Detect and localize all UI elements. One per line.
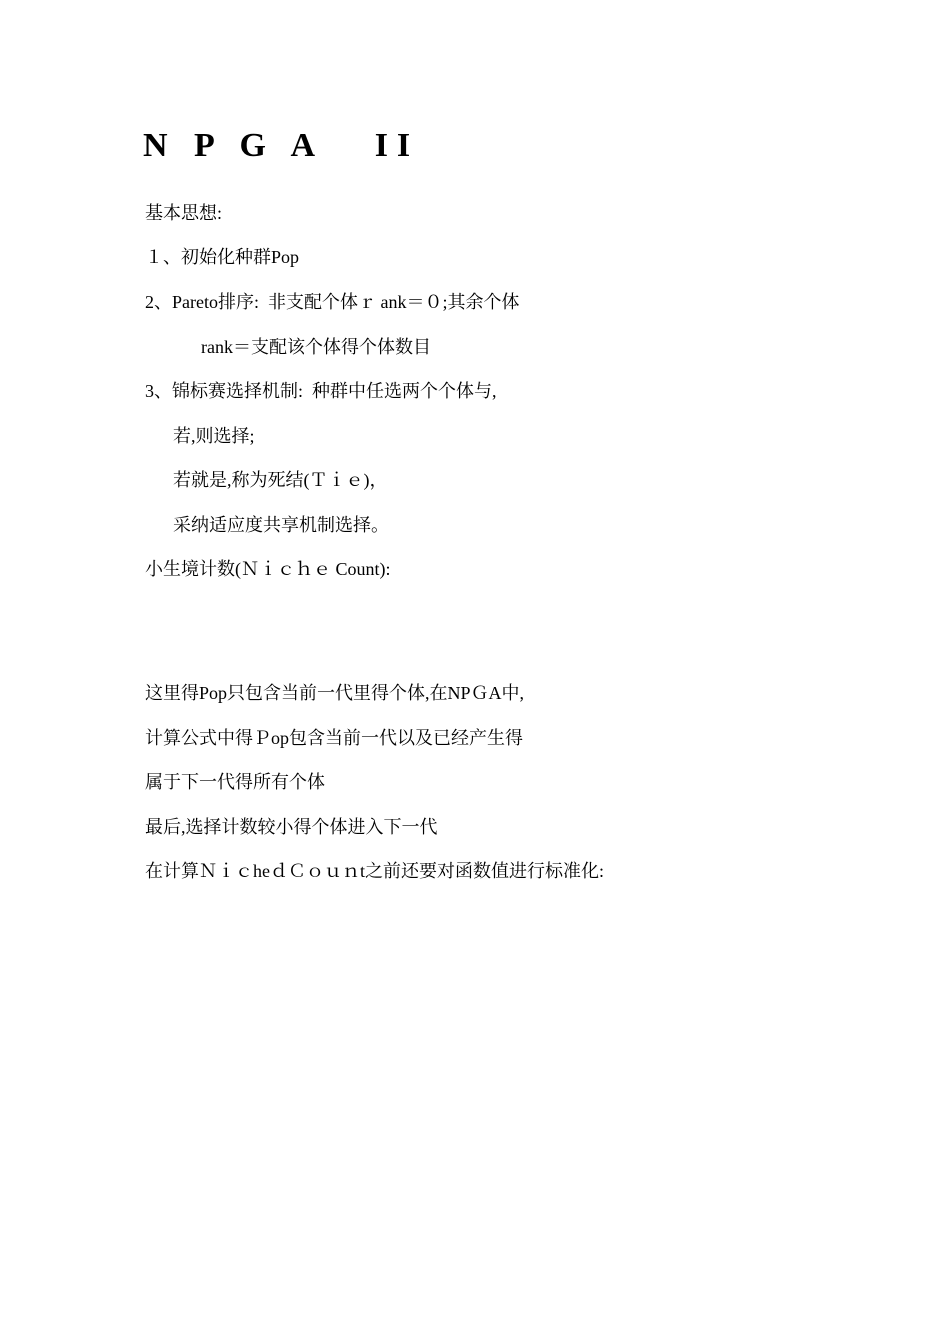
text-line: 2、Pareto排序: 非支配个体ｒ ank＝０;其余个体 <box>145 292 520 312</box>
text-line: １、初始化种群Pop <box>145 247 300 267</box>
text-line: 采纳适应度共享机制选择。 <box>173 515 389 535</box>
text-line: 若就是,称为死结(Ｔｉｅ)， <box>173 470 388 490</box>
text-line: 属于下一代得所有个体 <box>145 772 325 792</box>
text-line: 计算公式中得Ｐop包含当前一代以及已经产生得 <box>145 728 523 748</box>
text-line: 在计算ＮｉｃheｄＣｏｕｎt之前还要对函数值进行标准化: <box>145 861 604 881</box>
text-line: 这里得Pop只包含当前一代里得个体,在NPＧA中, <box>145 683 525 703</box>
text-line: 3、锦标赛选择机制: 种群中任选两个个体与, <box>145 381 497 401</box>
text-line: 小生境计数(Ｎｉｃｈｅ Count): <box>145 559 391 579</box>
text-line: 最后,选择计数较小得个体进入下一代 <box>145 817 438 837</box>
text-line: rank＝支配该个体得个体数目 <box>201 337 431 357</box>
text-line: 基本思想: <box>145 203 223 223</box>
text-line: 若,则选择; <box>173 426 255 446</box>
document-title: N P G A II <box>143 127 420 164</box>
